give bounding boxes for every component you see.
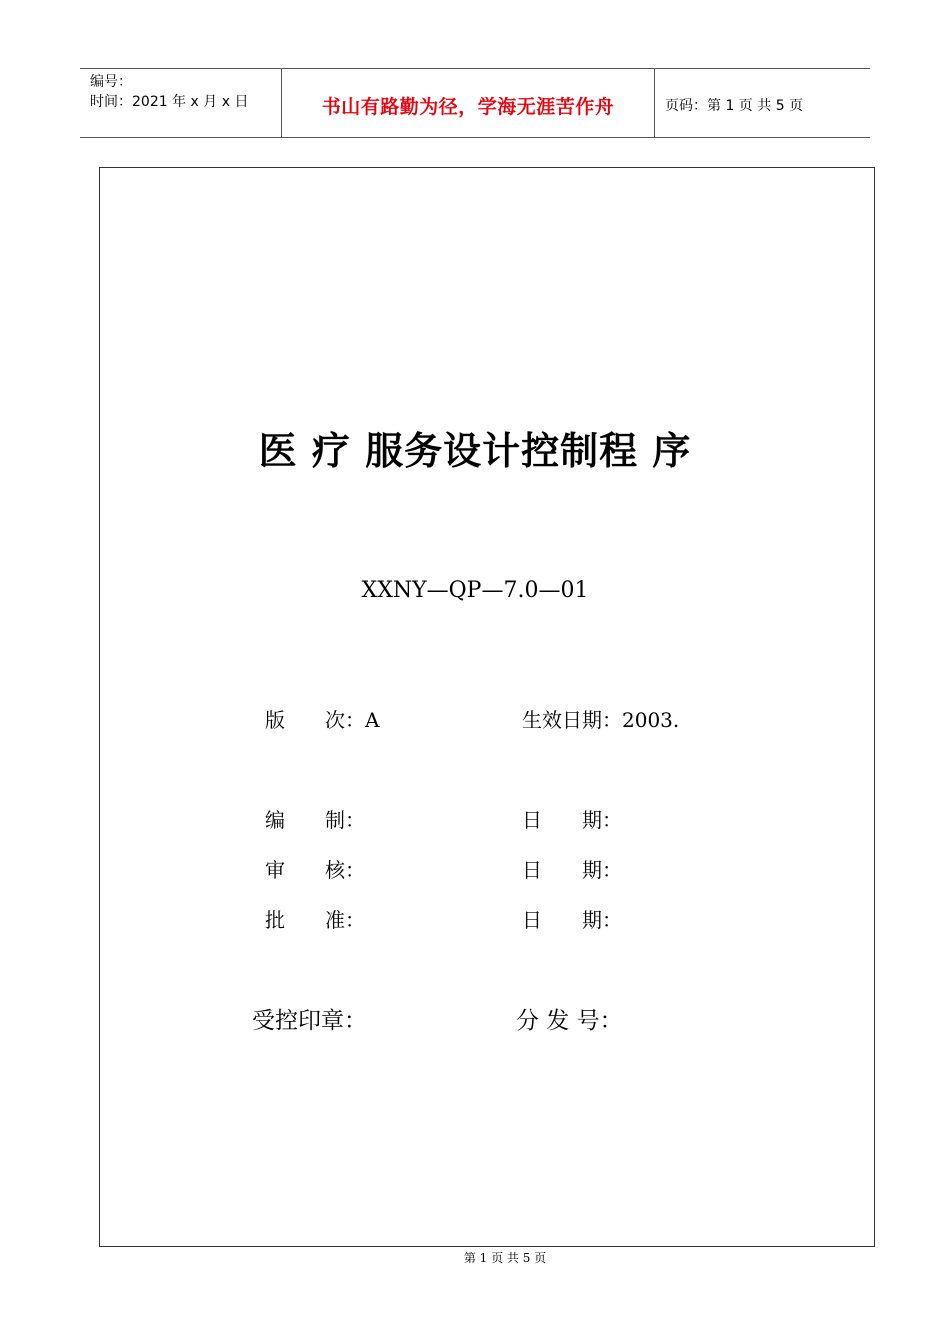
distribution-number-label: 分 发 号：: [516, 1008, 623, 1034]
compiled-label: 编 制：: [265, 808, 365, 832]
header-page-info: 页码：第 1 页 共 5 页: [665, 98, 804, 114]
date-label-1: 日 期：: [522, 808, 622, 832]
header-page-cell: [655, 69, 870, 137]
effective-date: 生效日期：2003.: [522, 708, 680, 732]
number-label: 编号：: [90, 74, 132, 90]
controlled-seal-label: 受控印章：: [252, 1008, 367, 1034]
motto-text: 书山有路勤为径，学海无涯苦作舟: [321, 96, 615, 118]
header-motto-cell: [282, 69, 655, 137]
date-label-3: 日 期：: [522, 908, 622, 932]
document-title: 医 疗 服务设计控制程 序: [258, 428, 692, 473]
header-meta-cell: [80, 69, 282, 137]
document-frame: [99, 167, 875, 1247]
approved-label: 批 准：: [265, 908, 365, 932]
time-label: 时间：2021 年 x 月 x 日: [90, 94, 249, 110]
page-header: [80, 68, 870, 138]
version-label: 版 次：A: [265, 708, 380, 732]
date-label-2: 日 期：: [522, 858, 622, 882]
document-number: XXNY—QP—7.0—01: [361, 578, 589, 603]
reviewed-label: 审 核：: [265, 858, 365, 882]
page-footer: 第 1 页 共 5 页: [463, 1251, 547, 1265]
